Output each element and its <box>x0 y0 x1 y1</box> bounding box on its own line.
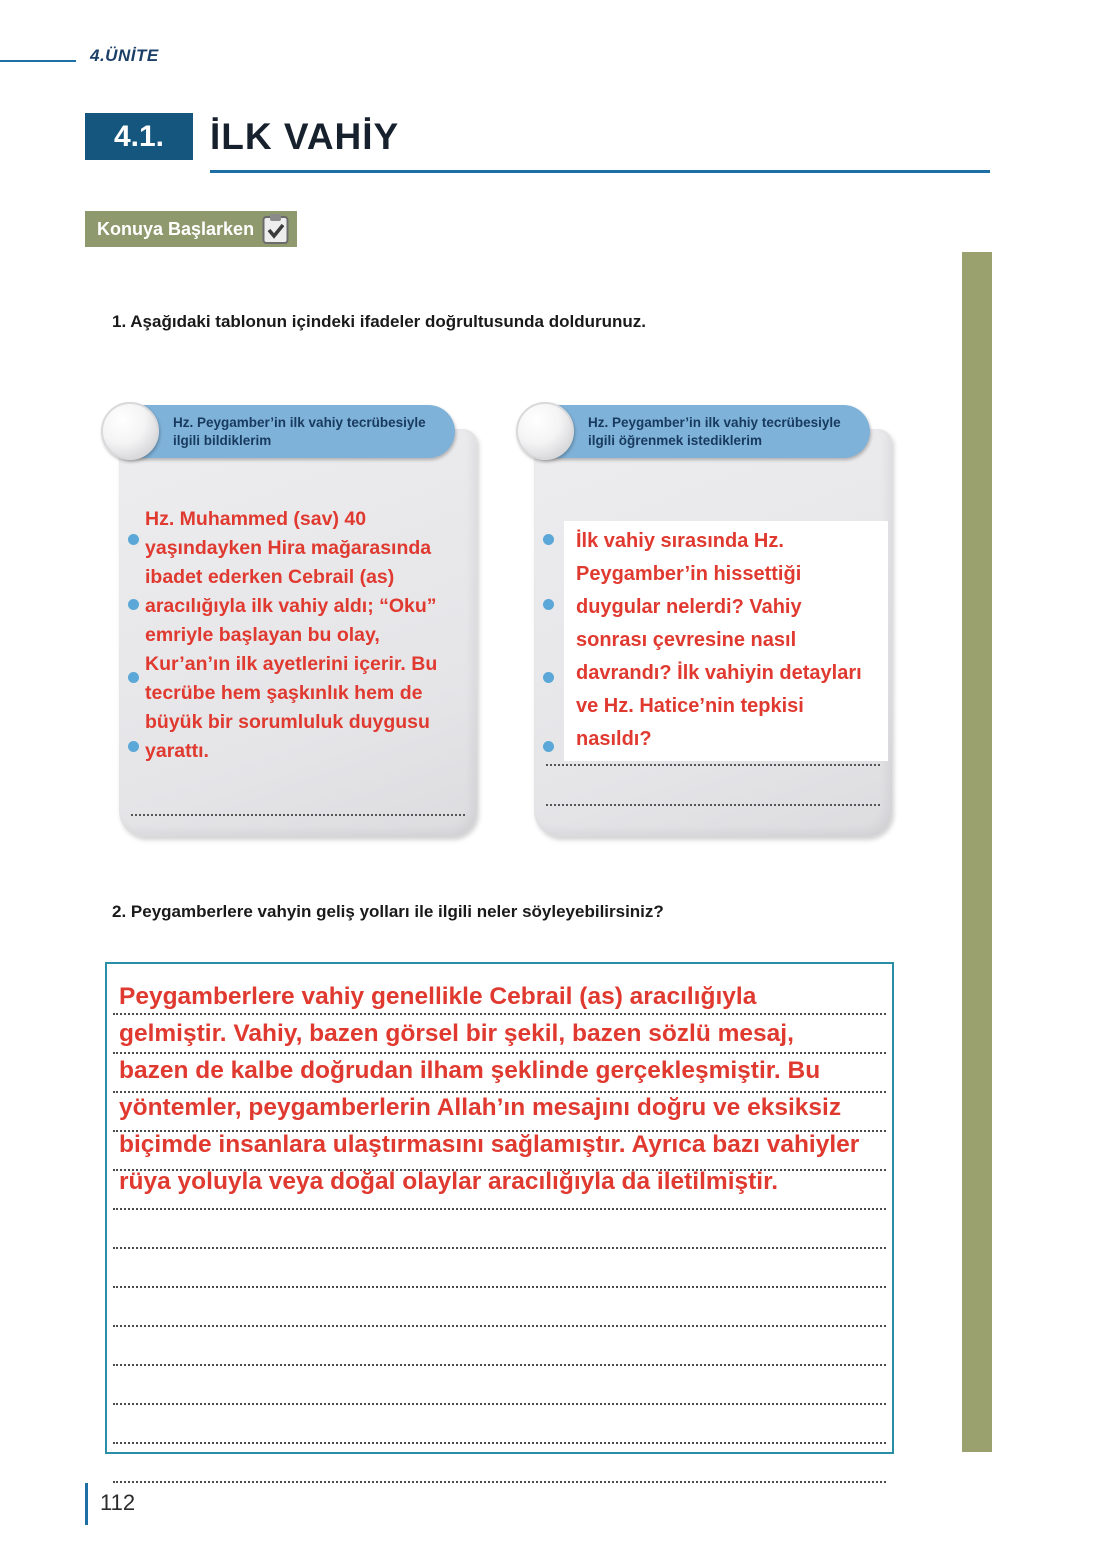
question2-answer-text: Peygamberlere vahiy genellikle Cebrail (as) aracılığıyla gelmiştir. Vahiy, bazen görsel bir şekil, bazen sözlü mesaj, bazen de kalbe doğrudan ilham şeklinde gerçekleşmiştir. Bu yöntemler, peygamberlerin Allah’ın mesajını doğru ve eksiksiz biçimde insanlara ulaştırmasını sağlamıştır. Ayrıca bazı vahiyler rüya yoluyla veya doğal olaylar aracılığıyla da iletilmiştir. <box>119 983 860 1195</box>
intro-badge <box>85 211 297 247</box>
write-line <box>113 1444 886 1483</box>
write-line <box>131 814 465 816</box>
clipboard-check-icon <box>262 213 289 245</box>
card-header-sphere-icon <box>101 402 159 460</box>
bullet-dot <box>128 534 139 545</box>
bullet-dot <box>543 672 554 683</box>
question1-prompt: 1. Aşağıdaki tablonun içindeki ifadeler doğrultusunda doldurunuz. <box>112 312 646 331</box>
card-header-sphere-icon <box>516 402 574 460</box>
unit-label: 4.ÜNİTE <box>90 46 159 65</box>
bullet-dot <box>543 599 554 610</box>
section-number: 4.1. <box>113 119 165 153</box>
page-number-tick <box>85 1483 88 1525</box>
unit-header-rule <box>0 60 76 62</box>
write-line <box>113 1210 886 1249</box>
write-line <box>546 804 880 806</box>
bullet-dot <box>128 672 139 683</box>
card-want-to-know <box>520 405 892 837</box>
section-title: İLK VAHİY <box>210 116 400 157</box>
card-want-header: Hz. Peygamber’in ilk vahiy tecrübesiyle ilgili öğrenmek istediklerim <box>520 405 870 458</box>
title-underline <box>210 170 990 173</box>
bullet-dot <box>543 534 554 545</box>
card-want-answer: İlk vahiy sırasında Hz. Peygamber’in hissettiği duygular nelerdi? Vahiy sonrası çevresine nasıl davrandı? İlk vahiyin detayları ve Hz. Hatice’nin tepkisi nasıldı? <box>576 530 862 750</box>
question2-prompt: 2. Peygamberlere vahyin geliş yolları ile ilgili neler söyleyebilirsiniz? <box>112 902 664 921</box>
bullet-dot <box>543 741 554 752</box>
card-known <box>105 405 477 837</box>
write-line <box>113 1327 886 1366</box>
write-line <box>113 1366 886 1405</box>
bullet-dot <box>128 599 139 610</box>
card-known-body <box>119 429 477 837</box>
bullet-dot <box>128 741 139 752</box>
card-known-answer: Hz. Muhammed (sav) 40 yaşındayken Hira mağarasında ibadet ederken Cebrail (as) aracılığıyla ilk vahiy aldı; “Oku” emriyle başlayan bu olay, Kur’an’ın ilk ayetlerini içerir. Bu tecrübe hem şaşkınlık hem de büyük bir sorumluluk duygusu yarattı. <box>145 508 438 762</box>
card-known-header: Hz. Peygamber’in ilk vahiy tecrübesiyle ilgili bildiklerim <box>105 405 455 458</box>
card-want-body <box>534 429 892 837</box>
write-line <box>113 1405 886 1444</box>
section-number-box <box>85 113 193 160</box>
question2-answer-box <box>105 962 894 1454</box>
write-line <box>113 1288 886 1327</box>
intro-badge-label: Konuya Başlarken <box>97 218 255 239</box>
write-line <box>546 764 880 766</box>
kwl-cards <box>105 405 892 837</box>
write-line <box>113 1249 886 1288</box>
sidebar-accent-bar <box>962 252 992 1452</box>
page-number: 112 <box>100 1490 136 1515</box>
